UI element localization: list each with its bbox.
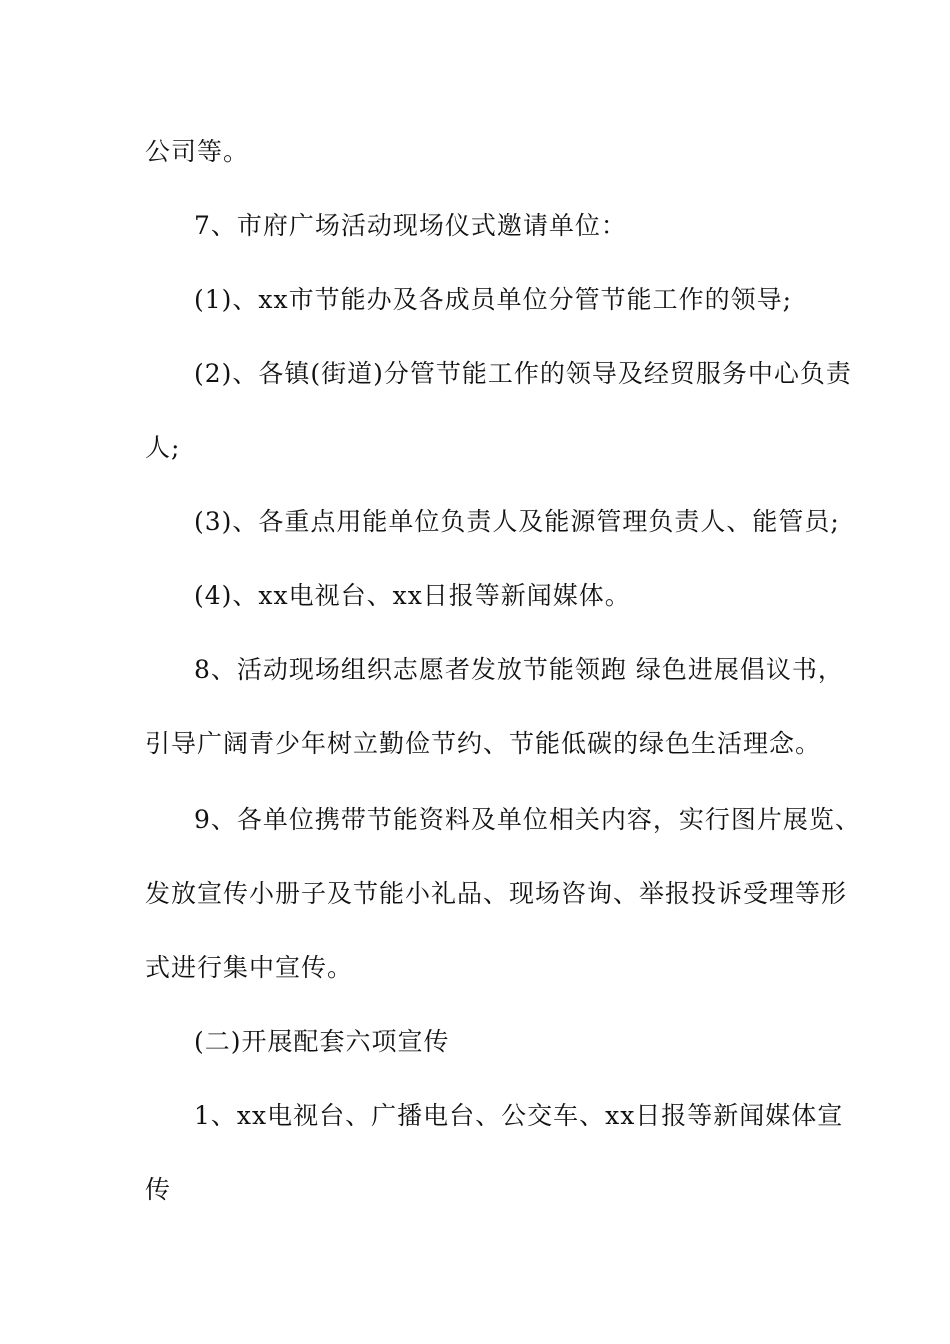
text-line: (3)、各重点用能单位负责人及能源管理负责人、能管员; [194,507,840,536]
text-line: 引导广阔青少年树立勤俭节约、节能低碳的绿色生活理念。 [145,729,822,758]
text-line: 1、xx电视台、广播电台、公交车、xx日报等新闻媒体宣 [194,1101,844,1130]
text-line: 传 [145,1175,172,1204]
text-line: (二)开展配套六项宣传 [194,1027,450,1056]
text-line: 发放宣传小册子及节能小礼品、现场咨询、举报投诉受理等形 [145,879,848,908]
text-line: 公司等。 [145,137,250,166]
text-line: 8、活动现场组织志愿者发放节能领跑 绿色进展倡议书， [194,655,844,684]
text-line: (2)、各镇(街道)分管节能工作的领导及经贸服务中心负责 [194,359,852,388]
text-line: (4)、xx电视台、xx日报等新闻媒体。 [194,581,631,610]
text-line: 7、市府广场活动现场仪式邀请单位： [194,211,627,240]
text-line: 式进行集中宣传。 [145,953,354,982]
text-line: 人; [145,433,181,462]
text-line: (1)、xx市节能办及各成员单位分管节能工作的领导; [194,285,793,314]
text-line: 9、各单位携带节能资料及单位相关内容，实行图片展览、 [194,805,861,834]
